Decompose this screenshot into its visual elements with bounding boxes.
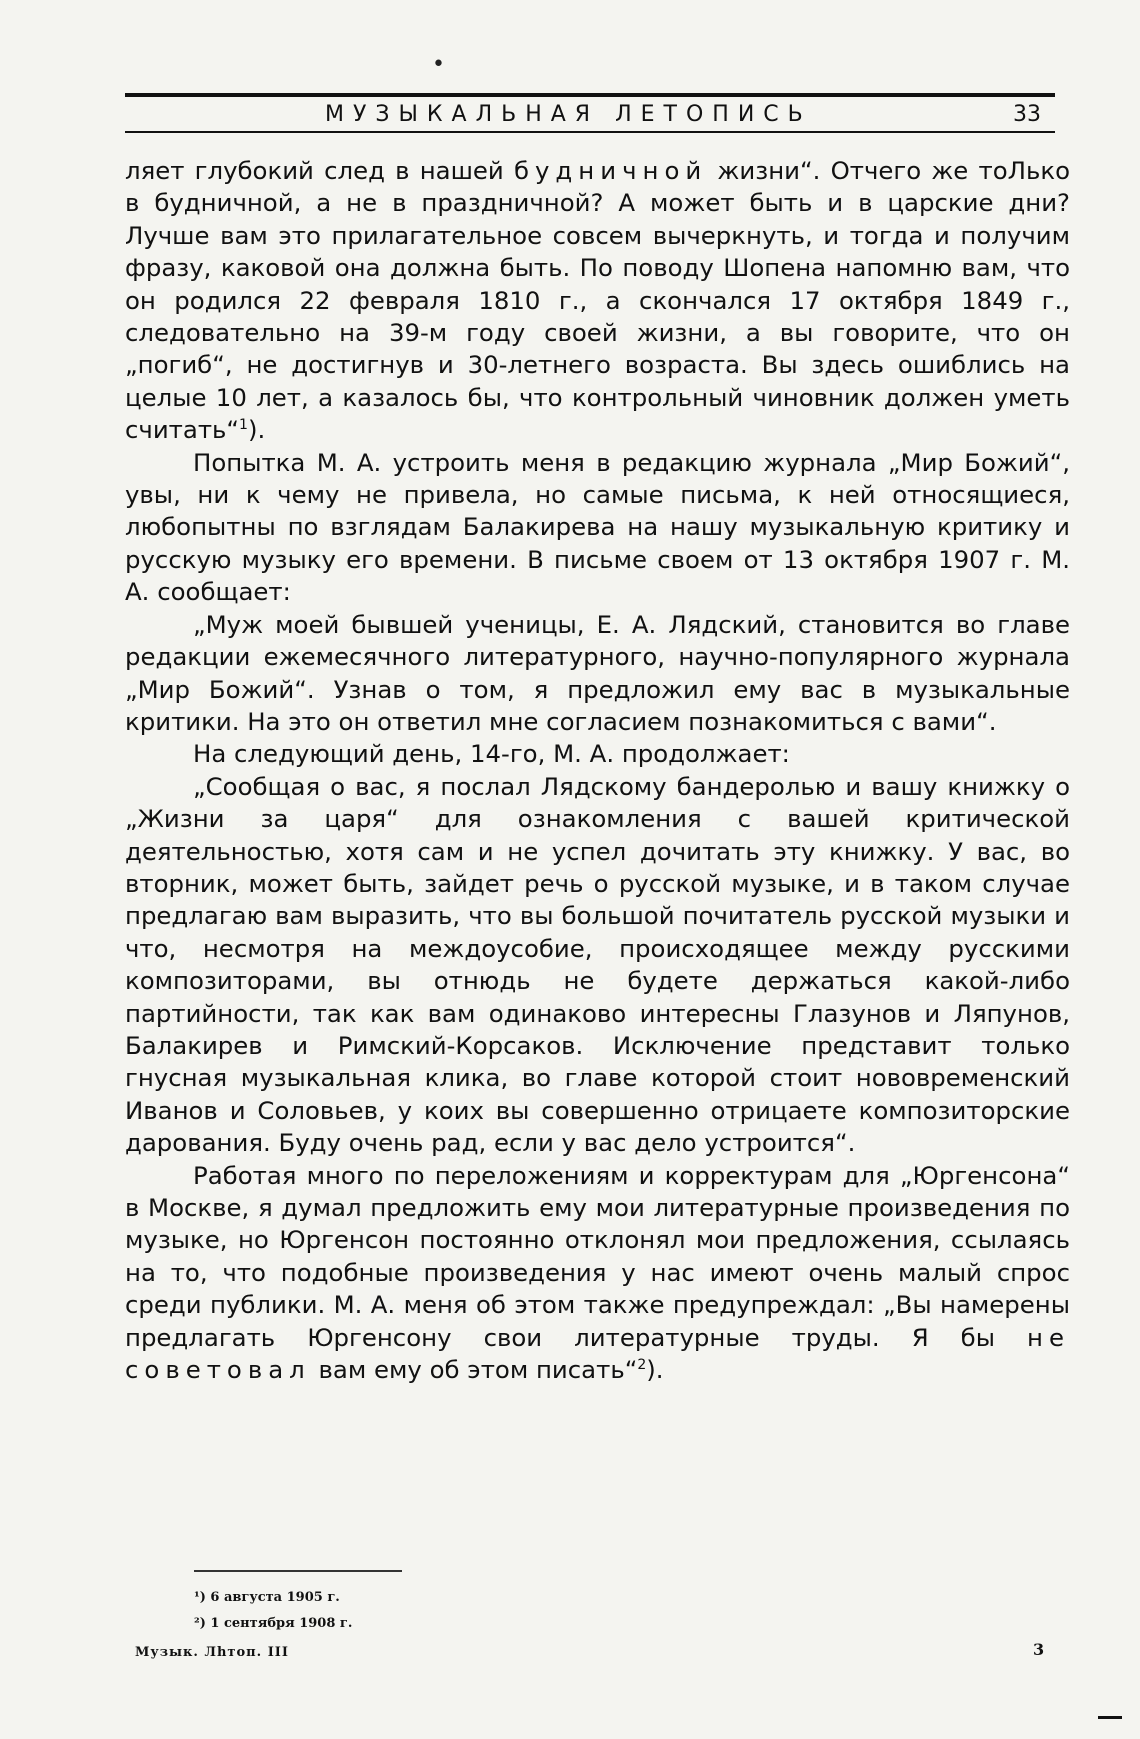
spaced-emphasis: не советовал xyxy=(125,1322,1070,1385)
page-header xyxy=(125,102,1055,130)
header-bottom-rule xyxy=(125,131,1055,133)
paragraph-1: ляет глубокий след в нашей будничной жизни“. Отчего же тоЛько в будничной, а не в праздничной? А может быть и в царские дни? Лучше вам это прилагательное совсем вычеркнуть, и тогда и получим фразу, каковой она должна быть. По поводу Шопена напомню вам, что он родился 22 февраля 1810 г., а скончался 17 октября 1849 г., следовательно на 39-м году своей жизни, а вы говорите, что он „погиб“, не достигнув и 30-летнего возраста. Вы здесь ошиблись на целые 10 лет, а казалось бы, что контрольный чиновник должен уметь считать“$^1$). xyxy=(125,156,1070,445)
paragraph-3-quote: „Муж моей бывшей ученицы, Е. А. Лядский, становится во главе редакции ежемесячного литературного, научно-популярного журнала „Мир Божий“. Узнав о том, я предложил ему вас в музыкальные критики. На это он ответил мне согласием познакомиться с вами“. xyxy=(125,609,1070,736)
edge-mark xyxy=(1098,1716,1122,1719)
footnote-separator xyxy=(194,1570,402,1572)
spaced-emphasis: будничной xyxy=(513,156,708,185)
body-text xyxy=(125,155,1070,1386)
footnote-1: ¹) 6 августа 1905 г. xyxy=(194,1590,340,1605)
header-top-rule xyxy=(125,93,1055,97)
printer-signature: Музык. Лhтоп. III xyxy=(135,1645,289,1660)
paragraph-5-quote: „Сообщая о вас, я послал Лядскому бандеролью и вашу книжку о „Жизни за царя“ для ознакомления с вашей критической деятельностью, хотя сам и не успел дочитать эту книжку. У вас, во вторник, может быть, зайдет речь о русской музыке, и в таком случае предлагаю вам выразить, что вы большой почитатель русской музыки и что, несмотря на междоусобие, происходящее между русскими композиторами, вы отнюдь не будете держаться какой-либо партийности, так как вам одинаково интересны Глазунов и Ляпунов, Балакирев и Римский-Корсаков. Исключение представит только гнусная музыкальная клика, во главе которой стоит нововременский Иванов и Соловьев, у коих вы совершенно отрицаете композиторские дарования. Буду очень рад, если у вас дело устроится“. xyxy=(125,771,1070,1158)
running-title: МУЗЫКАЛЬНАЯ ЛЕТОПИСЬ xyxy=(325,102,812,127)
paragraph-2: Попытка М. А. устроить меня в редакцию журнала „Мир Божий“, увы, ни к чему не привела, но самые письма, к ней относящиеся, любопытны по взглядам Балакирева на нашу музыкальную критику и русскую музыку его времени. В письме своем от 13 октября 1907 г. М. А. сообщает: xyxy=(125,447,1070,607)
footnotes xyxy=(194,1585,352,1637)
footnote-ref-1: 1 xyxy=(239,417,248,434)
footnote-ref-2: 2 xyxy=(637,1356,647,1373)
footnote-2: ²) 1 сентября 1908 г. xyxy=(194,1616,353,1631)
paragraph-6: Работая много по переложениям и корректурам для „Юргенсона“ в Москве, я думал предложить ему мои литературные произведения по музыке, но Юргенсон постоянно отклонял мои предложения, ссылаясь на то, что подобные произведения у нас имеют очень малый спрос среди публики. М. А. меня об этом также предупреждал: „Вы намерены предлагать Юргенсону свои литературные труды. Я бы не советовал вам ему об этом писать“$^2$). xyxy=(125,1160,1070,1385)
paragraph-4: На следующий день, 14-го, М. А. продолжает: xyxy=(193,739,790,769)
sheet-number: 3 xyxy=(1033,1640,1045,1659)
page-number: 33 xyxy=(1013,102,1041,127)
scan-speck: • xyxy=(432,52,445,77)
